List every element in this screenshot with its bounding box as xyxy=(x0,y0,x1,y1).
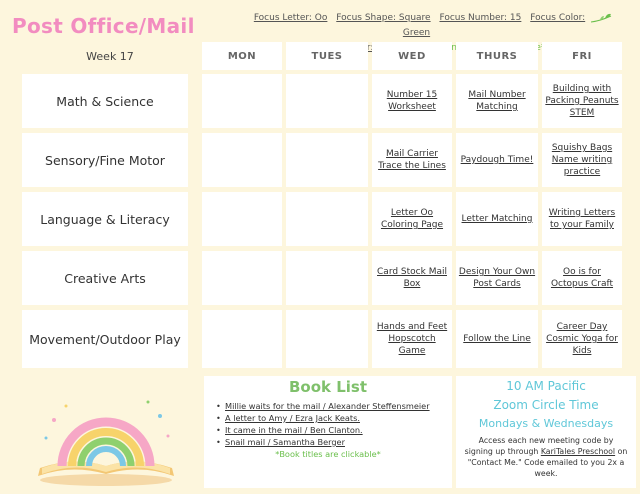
activity-cell xyxy=(202,251,282,305)
activity-cell xyxy=(286,192,368,246)
activity-link[interactable]: Writing Letters to your Family xyxy=(542,192,622,246)
activity-cell xyxy=(286,74,368,128)
book-clickable-note: *Book titles are clickable* xyxy=(275,449,381,459)
book-link[interactable]: • A letter to Amy / Ezra Jack Keats. xyxy=(216,412,448,424)
book-link[interactable]: • It came in the mail / Ben Clanton. xyxy=(216,424,448,436)
page-title: Post Office/Mail xyxy=(12,14,195,38)
activity-link[interactable]: Design Your Own Post Cards xyxy=(456,251,538,305)
zoom-days: Mondays & Wednesdays xyxy=(478,417,614,430)
book-list-title: Book List xyxy=(288,378,368,396)
zoom-body-text: Access each new meeting code by signing up through xyxy=(464,436,614,456)
activity-link[interactable]: Hands and Feet Hopscotch Game xyxy=(372,310,452,368)
day-header-tues: TUES xyxy=(286,42,368,70)
focus-letter-link[interactable]: Focus Letter: Oo xyxy=(253,13,328,23)
activity-cell xyxy=(202,74,282,128)
day-header-thurs: THURS xyxy=(456,42,538,70)
zoom-circle-panel xyxy=(456,376,636,488)
subject-sensory-fine-motor: Sensory/Fine Motor xyxy=(22,133,188,187)
activity-link[interactable]: Letter Oo Coloring Page xyxy=(372,192,452,246)
zoom-body-text: on "Contact Me." Code emailed to you 2x a week. xyxy=(467,447,628,478)
subject-creative-arts: Creative Arts xyxy=(22,251,188,305)
subject-language-literacy: Language & Literacy xyxy=(22,192,188,246)
focus-color-link[interactable]: Focus Color: Green xyxy=(402,13,586,38)
activity-link[interactable]: Card Stock Mail Box xyxy=(372,251,452,305)
book-list xyxy=(216,400,448,448)
activity-link[interactable]: Squishy Bags Name writing practice xyxy=(542,133,622,187)
activity-cell xyxy=(286,310,368,368)
rainbow-book-illustration xyxy=(26,376,186,488)
focus-shape-link[interactable]: Focus Shape: Square xyxy=(336,13,431,23)
day-header-fri: FRI xyxy=(542,42,622,70)
day-header-mon: MON xyxy=(202,42,282,70)
zoom-instructions xyxy=(464,435,628,479)
focus-number-link[interactable]: Focus Number: 15 xyxy=(439,13,522,23)
activity-cell xyxy=(202,310,282,368)
activity-link[interactable]: Mail Number Matching xyxy=(456,74,538,128)
book-link[interactable]: • Snail mail / Samantha Berger xyxy=(216,436,448,448)
week-label: Week 17 xyxy=(86,49,134,63)
activity-link[interactable]: Career Day Cosmic Yoga for Kids xyxy=(542,310,622,368)
activity-link[interactable]: Follow the Line xyxy=(456,310,538,368)
activity-cell xyxy=(202,192,282,246)
activity-link[interactable]: Number 15 Worksheet xyxy=(372,74,452,128)
activity-link[interactable]: Letter Matching xyxy=(456,192,538,246)
activity-link[interactable]: Paydough Time! xyxy=(456,133,538,187)
karitales-link[interactable]: KariTales Preschool xyxy=(540,447,616,456)
subject-movement-outdoor: Movement/Outdoor Play xyxy=(22,310,188,368)
activity-link[interactable]: Mail Carrier Trace the Lines xyxy=(372,133,452,187)
activity-link[interactable]: Building with Packing Peanuts STEM xyxy=(542,74,622,128)
zoom-time: 10 AM Pacific xyxy=(506,379,586,393)
book-link[interactable]: • Millie waits for the mail / Alexander Steffensmeier xyxy=(216,400,448,412)
subject-math-science: Math & Science xyxy=(22,74,188,128)
activity-cell xyxy=(202,133,282,187)
leaf-icon xyxy=(590,12,612,24)
activity-cell xyxy=(286,133,368,187)
day-header-wed: WED xyxy=(372,42,452,70)
activity-link[interactable]: Oo is for Octopus Craft xyxy=(542,251,622,305)
zoom-title: Zoom Circle Time xyxy=(493,398,599,412)
activity-cell xyxy=(286,251,368,305)
book-list-panel xyxy=(204,376,452,488)
